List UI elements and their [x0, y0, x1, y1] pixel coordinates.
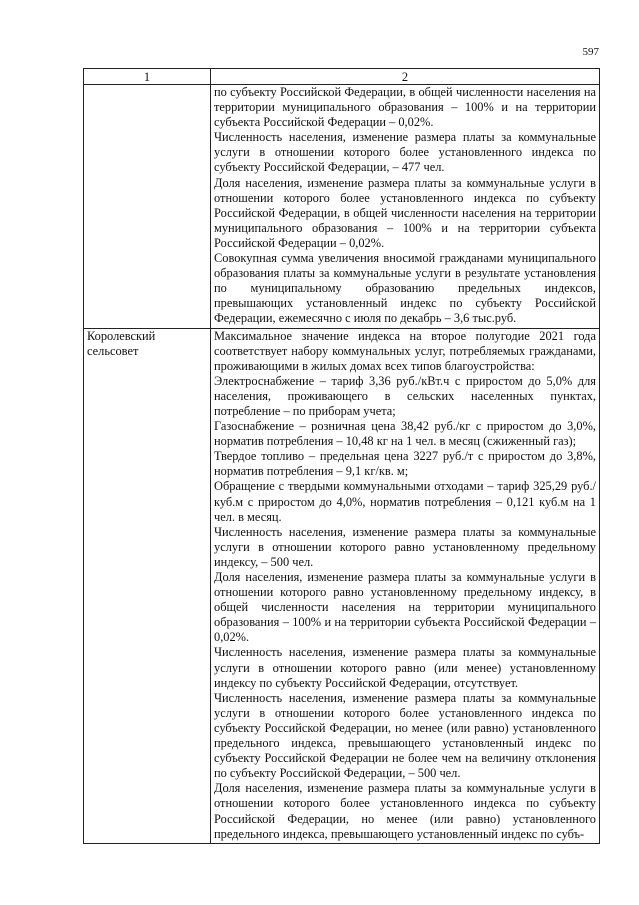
paragraph: Максимальное значение индекса на второе полугодие 2021 года соответствует набору коммунальных услуг, потребляемых гражданами, проживающими в жилых домах всех типов благоустройства: [214, 328, 596, 373]
table-header-row [84, 69, 600, 85]
paragraph: Электроснабжение – тариф 3,36 руб./кВт.ч с приростом до 5,0% для населения, проживающего в сельских населенных пунктах, потребление – по приборам учета; [214, 373, 596, 418]
paragraph: Обращение с твердыми коммунальными отходами – тариф 325,29 руб./куб.м с приростом до 4,0%, норматив потребления – 0,121 куб.м на 1 чел. в месяц. [214, 479, 596, 524]
paragraph: Доля населения, изменение размера платы за коммунальные услуги в отношении которого более установленного индекса по субъекту Российской Федерации, но менее (или равно) установленного предельного индекса, превышающего установленный индекс по субъ- [214, 781, 596, 841]
paragraph: Численность населения, изменение размера платы за коммунальные услуги в отношении которого более установленного индекса по субъекту Российской Федерации, но менее (или равно) установленного предельного индекса, превышающего установленный индекс по субъекту Российской Федерации не более чем на величину отклонения по субъекту Российской Федерации, – 500 чел. [214, 690, 596, 781]
paragraph: Совокупная сумма увеличения вносимой гражданами муниципального образования платы за коммунальные услуги в результате установления по муниципальному образованию предельных индексов, превышающих установленный индекс по субъекту Российской Федерации, ежемесячно с июля по декабрь – 3,6 тыс.руб. [214, 251, 596, 326]
table-row [84, 85, 600, 329]
table-row [84, 328, 600, 843]
description-cell [211, 328, 600, 843]
paragraph: Газоснабжение – розничная цена 38,42 руб./кг с приростом до 3,0%, норматив потребления – 10,48 кг на 1 чел. в месяц (сжиженный газ); [214, 419, 596, 449]
paragraph: Доля населения, изменение размера платы за коммунальные услуги в отношении которого более установленного индекса по субъекту Российской Федерации, в общей численности населения на территории муниципального образования – 100% и на территории субъекта Российской Федерации – 0,02%. [214, 175, 596, 250]
paragraph: Численность населения, изменение размера платы за коммунальные услуги в отношении которого более установленного индекса по субъекту Российской Федерации, – 477 чел. [214, 130, 596, 175]
column-header-2: 2 [211, 69, 600, 85]
paragraph: Доля населения, изменение размера платы за коммунальные услуги в отношении которого равно установленному предельному индексу, в общей численности населения на территории муниципального образования – 100% и на территории субъекта Российской Федерации – 0,02%. [214, 570, 596, 645]
paragraph: Твердое топливо – предельная цена 3227 руб./т с приростом до 3,8%, норматив потребления – 9,1 кг/кв. м; [214, 449, 596, 479]
document-table [83, 68, 600, 844]
municipality-name-cell [84, 85, 211, 329]
column-header-1: 1 [84, 69, 211, 85]
page-number: 597 [582, 46, 599, 58]
description-cell [211, 85, 600, 329]
paragraph: по субъекту Российской Федерации, в общей численности населения на территории муниципального образования – 100% и на территории субъекта Российской Федерации – 0,02%. [214, 85, 596, 130]
paragraph: Численность населения, изменение размера платы за коммунальные услуги в отношении которого равно установленному предельному индексу, – 500 чел. [214, 524, 596, 569]
paragraph: Численность населения, изменение размера платы за коммунальные услуги в отношении которого равно (или менее) установленному индексу по субъекту Российской Федерации, отсутствует. [214, 645, 596, 690]
municipality-name-cell: Королевский сельсовет [84, 328, 211, 843]
